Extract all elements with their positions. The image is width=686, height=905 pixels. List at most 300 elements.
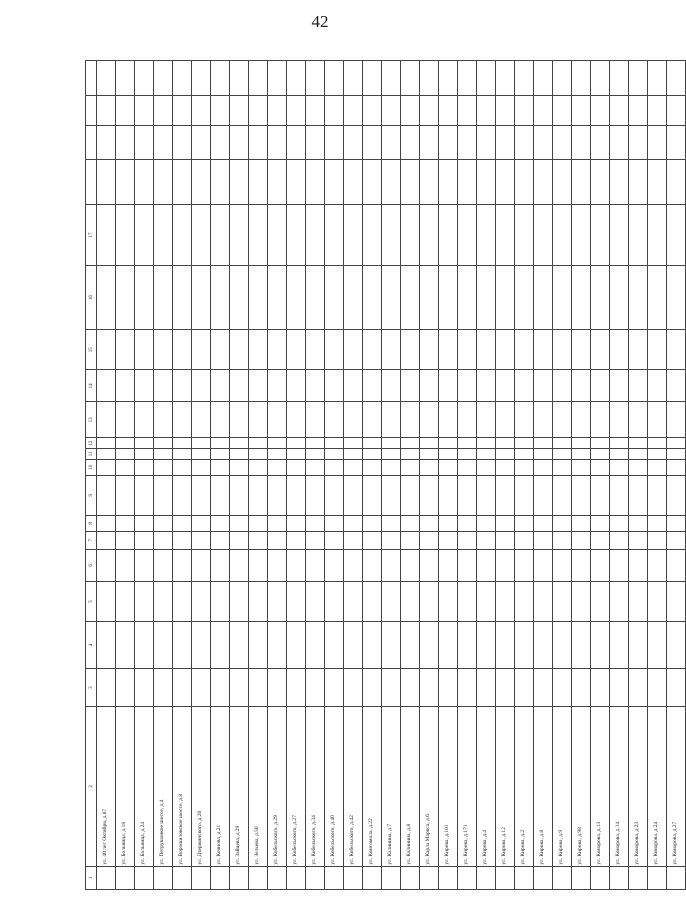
table-cell bbox=[306, 159, 325, 204]
table-cell bbox=[591, 402, 610, 438]
address-cell: ул. Кобельского, д.34 bbox=[306, 707, 325, 866]
table-cell bbox=[306, 475, 325, 515]
table-cell bbox=[306, 204, 325, 266]
table-cell bbox=[667, 515, 686, 531]
table-row bbox=[610, 61, 629, 890]
table-cell bbox=[515, 549, 534, 581]
table-cell bbox=[591, 61, 610, 96]
table-cell bbox=[268, 866, 287, 889]
table-cell bbox=[401, 159, 420, 204]
column-number: 14 bbox=[86, 370, 97, 402]
table-cell bbox=[591, 866, 610, 889]
table-cell bbox=[192, 330, 211, 370]
table-cell bbox=[382, 531, 401, 549]
table-cell bbox=[553, 266, 572, 330]
table-cell bbox=[268, 581, 287, 621]
table-cell bbox=[249, 475, 268, 515]
table-cell bbox=[287, 581, 306, 621]
column-number-row bbox=[86, 61, 97, 890]
address-cell: ул. Дзержинского, д.20 bbox=[192, 707, 211, 866]
table-cell bbox=[116, 866, 135, 889]
table-cell bbox=[230, 330, 249, 370]
table-cell bbox=[382, 330, 401, 370]
column-number: 16 bbox=[86, 266, 97, 330]
column-number: 3 bbox=[86, 668, 97, 706]
table-cell bbox=[154, 438, 173, 449]
address-cell: ул. Комарова, д.27 bbox=[667, 707, 686, 866]
table-cell bbox=[401, 449, 420, 460]
table-cell bbox=[553, 402, 572, 438]
table-cell bbox=[629, 475, 648, 515]
table-cell bbox=[648, 125, 667, 159]
table-cell bbox=[268, 402, 287, 438]
table-cell bbox=[629, 125, 648, 159]
table-cell bbox=[401, 622, 420, 669]
table-row bbox=[287, 61, 306, 890]
table-cell bbox=[344, 125, 363, 159]
table-cell bbox=[458, 515, 477, 531]
table-cell bbox=[439, 438, 458, 449]
table-cell bbox=[97, 549, 116, 581]
data-table bbox=[85, 60, 686, 890]
table-cell bbox=[249, 459, 268, 475]
table-cell bbox=[325, 866, 344, 889]
table-cell bbox=[572, 515, 591, 531]
table-cell bbox=[648, 515, 667, 531]
table-cell bbox=[648, 475, 667, 515]
table-cell bbox=[496, 330, 515, 370]
table-cell bbox=[553, 622, 572, 669]
table-cell bbox=[363, 96, 382, 126]
table-cell bbox=[192, 622, 211, 669]
table-cell bbox=[306, 370, 325, 402]
table-cell bbox=[458, 438, 477, 449]
table-row bbox=[306, 61, 325, 890]
table-cell bbox=[667, 266, 686, 330]
table-cell bbox=[97, 402, 116, 438]
address-cell: ул. Кобельского, д.40 bbox=[325, 707, 344, 866]
table-cell bbox=[287, 549, 306, 581]
table-cell bbox=[325, 438, 344, 449]
table-cell bbox=[211, 159, 230, 204]
table-cell bbox=[667, 549, 686, 581]
table-cell bbox=[306, 531, 325, 549]
table-cell bbox=[135, 866, 154, 889]
table-cell bbox=[344, 449, 363, 460]
table-cell bbox=[230, 438, 249, 449]
table-row bbox=[629, 61, 648, 890]
table-cell bbox=[458, 61, 477, 96]
table-cell bbox=[173, 61, 192, 96]
table-cell bbox=[192, 449, 211, 460]
table-cell bbox=[401, 96, 420, 126]
table-cell bbox=[629, 204, 648, 266]
table-cell bbox=[154, 204, 173, 266]
column-number: 13 bbox=[86, 402, 97, 438]
table-cell bbox=[458, 370, 477, 402]
table-cell bbox=[325, 581, 344, 621]
table-cell bbox=[420, 515, 439, 531]
table-cell bbox=[211, 449, 230, 460]
table-cell bbox=[420, 459, 439, 475]
table-cell bbox=[344, 515, 363, 531]
table-cell bbox=[401, 125, 420, 159]
table-cell bbox=[154, 668, 173, 706]
table-cell bbox=[515, 402, 534, 438]
table-cell bbox=[420, 125, 439, 159]
table-cell bbox=[553, 96, 572, 126]
table-row bbox=[515, 61, 534, 890]
table-cell bbox=[496, 531, 515, 549]
table-row bbox=[97, 61, 116, 890]
table-cell bbox=[135, 438, 154, 449]
table-cell bbox=[572, 96, 591, 126]
table-cell bbox=[667, 622, 686, 669]
table-cell bbox=[363, 549, 382, 581]
table-cell bbox=[325, 266, 344, 330]
table-cell bbox=[420, 96, 439, 126]
table-cell bbox=[97, 449, 116, 460]
table-cell bbox=[268, 204, 287, 266]
table-cell bbox=[287, 475, 306, 515]
table-cell bbox=[116, 125, 135, 159]
table-cell bbox=[420, 159, 439, 204]
table-cell bbox=[249, 266, 268, 330]
table-cell bbox=[458, 96, 477, 126]
table-cell bbox=[534, 402, 553, 438]
table-cell bbox=[572, 266, 591, 330]
rotated-table-container bbox=[85, 60, 679, 890]
table-cell bbox=[477, 370, 496, 402]
table-row bbox=[572, 61, 591, 890]
table-row bbox=[477, 61, 496, 890]
table-cell bbox=[325, 622, 344, 669]
table-cell bbox=[363, 402, 382, 438]
table-cell bbox=[287, 402, 306, 438]
address-cell: ул. Карла Маркса, д.6 bbox=[420, 707, 439, 866]
table-cell bbox=[496, 515, 515, 531]
table-cell bbox=[97, 475, 116, 515]
table-cell bbox=[591, 204, 610, 266]
column-number: 2 bbox=[86, 707, 97, 866]
table-cell bbox=[515, 204, 534, 266]
page-number: 42 bbox=[311, 12, 329, 31]
table-cell bbox=[154, 866, 173, 889]
table-cell bbox=[116, 475, 135, 515]
table-cell bbox=[135, 459, 154, 475]
table-cell bbox=[667, 668, 686, 706]
address-cell: ул. Петрушанкое шоссе, д.4 bbox=[154, 707, 173, 866]
address-cell: ул. Больница, д.24 bbox=[135, 707, 154, 866]
table-cell bbox=[116, 96, 135, 126]
table-cell bbox=[135, 402, 154, 438]
table-cell bbox=[496, 159, 515, 204]
address-cell: ул. Кирова, д.2 bbox=[515, 707, 534, 866]
table-cell bbox=[116, 266, 135, 330]
table-cell bbox=[135, 204, 154, 266]
column-number: 5 bbox=[86, 581, 97, 621]
column-number: 1 bbox=[86, 866, 97, 889]
column-number: 12 bbox=[86, 438, 97, 449]
table-cell bbox=[610, 370, 629, 402]
table-cell bbox=[306, 515, 325, 531]
table-cell bbox=[154, 266, 173, 330]
table-cell bbox=[344, 370, 363, 402]
table-cell bbox=[344, 204, 363, 266]
table-cell bbox=[458, 204, 477, 266]
table-cell bbox=[572, 159, 591, 204]
table-cell bbox=[477, 204, 496, 266]
table-cell bbox=[268, 622, 287, 669]
table-cell bbox=[515, 866, 534, 889]
table-cell bbox=[553, 438, 572, 449]
table-cell bbox=[249, 330, 268, 370]
column-number: 8 bbox=[86, 515, 97, 531]
table-cell bbox=[230, 370, 249, 402]
table-cell bbox=[306, 459, 325, 475]
table-cell bbox=[192, 402, 211, 438]
table-cell bbox=[496, 549, 515, 581]
table-cell bbox=[306, 125, 325, 159]
table-row bbox=[344, 61, 363, 890]
column-number: 11 bbox=[86, 449, 97, 460]
table-cell bbox=[363, 370, 382, 402]
table-cell bbox=[534, 459, 553, 475]
table-cell bbox=[116, 402, 135, 438]
table-cell bbox=[287, 622, 306, 669]
table-cell bbox=[344, 581, 363, 621]
table-cell bbox=[477, 449, 496, 460]
table-cell bbox=[382, 581, 401, 621]
table-cell bbox=[344, 96, 363, 126]
table-cell bbox=[325, 204, 344, 266]
table-cell bbox=[116, 549, 135, 581]
table-cell bbox=[325, 96, 344, 126]
table-cell bbox=[610, 515, 629, 531]
table-cell bbox=[249, 622, 268, 669]
table-cell bbox=[211, 438, 230, 449]
table-cell bbox=[534, 370, 553, 402]
table-cell bbox=[591, 515, 610, 531]
table-cell bbox=[439, 459, 458, 475]
table-cell bbox=[306, 330, 325, 370]
column-number: 6 bbox=[86, 549, 97, 581]
table-cell bbox=[97, 438, 116, 449]
table-cell bbox=[591, 159, 610, 204]
address-cell: ул. Калинина, д.7 bbox=[382, 707, 401, 866]
table-cell bbox=[572, 402, 591, 438]
table-cell bbox=[667, 402, 686, 438]
table-row bbox=[211, 61, 230, 890]
table-cell bbox=[230, 475, 249, 515]
table-cell bbox=[648, 370, 667, 402]
table-cell bbox=[553, 159, 572, 204]
address-cell: ул. Ворошиловское шоссе, д.8 bbox=[173, 707, 192, 866]
table-cell bbox=[249, 159, 268, 204]
table-row bbox=[553, 61, 572, 890]
table-cell bbox=[287, 531, 306, 549]
table-cell bbox=[230, 204, 249, 266]
table-cell bbox=[230, 125, 249, 159]
table-cell bbox=[610, 266, 629, 330]
table-cell bbox=[572, 866, 591, 889]
table-cell bbox=[249, 402, 268, 438]
table-cell bbox=[610, 459, 629, 475]
table-cell bbox=[553, 581, 572, 621]
table-cell bbox=[572, 622, 591, 669]
table-cell bbox=[515, 622, 534, 669]
table-cell bbox=[591, 459, 610, 475]
table-cell bbox=[439, 159, 458, 204]
table-cell bbox=[325, 402, 344, 438]
table-cell bbox=[515, 96, 534, 126]
table-cell bbox=[591, 96, 610, 126]
table-cell bbox=[97, 459, 116, 475]
table-cell bbox=[458, 125, 477, 159]
table-cell bbox=[192, 61, 211, 96]
table-cell bbox=[363, 61, 382, 96]
table-cell bbox=[192, 581, 211, 621]
table-cell bbox=[382, 370, 401, 402]
table-row bbox=[249, 61, 268, 890]
table-cell bbox=[496, 866, 515, 889]
table-cell bbox=[211, 96, 230, 126]
address-cell: ул. Кочнова, д.21 bbox=[211, 707, 230, 866]
table-cell bbox=[325, 459, 344, 475]
table-cell bbox=[154, 622, 173, 669]
table-cell bbox=[401, 581, 420, 621]
table-cell bbox=[401, 866, 420, 889]
table-cell bbox=[420, 622, 439, 669]
table-cell bbox=[667, 438, 686, 449]
table-cell bbox=[211, 402, 230, 438]
table-cell bbox=[363, 449, 382, 460]
table-cell bbox=[135, 96, 154, 126]
table-cell bbox=[648, 96, 667, 126]
table-cell bbox=[173, 549, 192, 581]
table-cell bbox=[363, 581, 382, 621]
table-cell bbox=[439, 204, 458, 266]
table-cell bbox=[363, 125, 382, 159]
table-cell bbox=[515, 159, 534, 204]
table-cell bbox=[116, 370, 135, 402]
table-cell bbox=[629, 866, 648, 889]
table-cell bbox=[382, 204, 401, 266]
table-cell bbox=[610, 402, 629, 438]
table-cell bbox=[648, 402, 667, 438]
table-cell bbox=[363, 515, 382, 531]
table-cell bbox=[287, 668, 306, 706]
address-cell: ул. Кирова, д.101 bbox=[439, 707, 458, 866]
table-cell bbox=[154, 402, 173, 438]
table-cell bbox=[382, 549, 401, 581]
table-cell bbox=[439, 475, 458, 515]
table-cell bbox=[306, 96, 325, 126]
table-cell bbox=[648, 549, 667, 581]
table-cell bbox=[97, 159, 116, 204]
table-cell bbox=[268, 449, 287, 460]
table-cell bbox=[610, 449, 629, 460]
table-cell bbox=[230, 266, 249, 330]
table-cell bbox=[515, 266, 534, 330]
table-cell bbox=[648, 459, 667, 475]
table-cell bbox=[401, 459, 420, 475]
table-cell bbox=[325, 668, 344, 706]
table-cell bbox=[306, 668, 325, 706]
table-cell bbox=[591, 266, 610, 330]
table-cell bbox=[629, 159, 648, 204]
table-cell bbox=[496, 402, 515, 438]
table-cell bbox=[325, 549, 344, 581]
table-cell bbox=[515, 61, 534, 96]
table-cell bbox=[515, 475, 534, 515]
address-cell: ул. Комарова, д.14 bbox=[610, 707, 629, 866]
table-cell bbox=[249, 549, 268, 581]
table-cell bbox=[154, 370, 173, 402]
table-cell bbox=[287, 449, 306, 460]
table-cell bbox=[610, 866, 629, 889]
address-cell: ул. Кобельского, д.42 bbox=[344, 707, 363, 866]
table-row bbox=[363, 61, 382, 890]
table-cell bbox=[97, 866, 116, 889]
table-cell bbox=[173, 866, 192, 889]
table-cell bbox=[344, 438, 363, 449]
table-cell bbox=[325, 475, 344, 515]
table-cell bbox=[363, 204, 382, 266]
table-cell bbox=[629, 515, 648, 531]
table-cell bbox=[458, 266, 477, 330]
table-cell bbox=[154, 61, 173, 96]
table-cell bbox=[116, 61, 135, 96]
table-cell bbox=[116, 515, 135, 531]
table-cell bbox=[515, 668, 534, 706]
table-cell bbox=[344, 459, 363, 475]
table-cell bbox=[363, 866, 382, 889]
address-cell: ул. Зайцева, д.29 bbox=[230, 707, 249, 866]
table-cell bbox=[97, 125, 116, 159]
table-cell bbox=[401, 549, 420, 581]
table-cell bbox=[477, 622, 496, 669]
table-cell bbox=[382, 449, 401, 460]
table-cell bbox=[553, 549, 572, 581]
table-cell bbox=[496, 459, 515, 475]
table-cell bbox=[648, 61, 667, 96]
table-cell bbox=[230, 459, 249, 475]
table-cell bbox=[667, 330, 686, 370]
table-cell bbox=[553, 125, 572, 159]
table-cell bbox=[496, 370, 515, 402]
table-cell bbox=[306, 449, 325, 460]
table-cell bbox=[439, 266, 458, 330]
table-cell bbox=[192, 531, 211, 549]
table-cell bbox=[173, 96, 192, 126]
table-cell bbox=[572, 61, 591, 96]
table-cell bbox=[401, 266, 420, 330]
table-row bbox=[496, 61, 515, 890]
table-row bbox=[154, 61, 173, 890]
table-cell bbox=[230, 159, 249, 204]
table-cell bbox=[629, 531, 648, 549]
table-cell bbox=[420, 266, 439, 330]
table-cell bbox=[515, 370, 534, 402]
table-cell bbox=[439, 515, 458, 531]
table-cell bbox=[610, 96, 629, 126]
table-cell bbox=[477, 549, 496, 581]
table-cell bbox=[230, 531, 249, 549]
table-cell bbox=[591, 370, 610, 402]
table-cell bbox=[629, 459, 648, 475]
table-cell bbox=[287, 61, 306, 96]
